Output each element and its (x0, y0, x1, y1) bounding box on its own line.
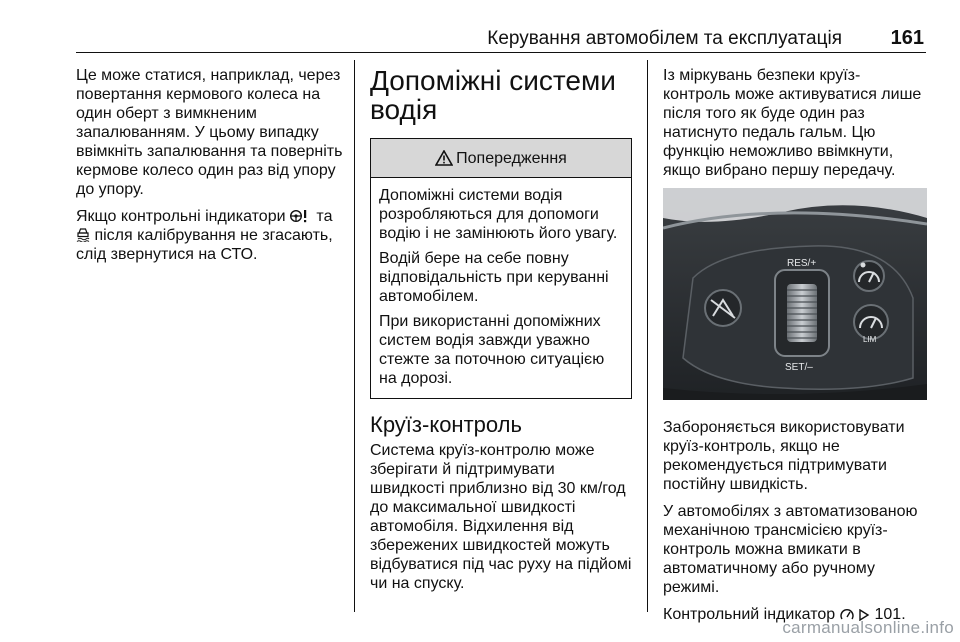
warning-header (371, 139, 631, 178)
paragraph: Із міркувань безпеки круїз-контроль може активуватися лише після того як буде один раз натиснуто педаль гальм. Цю функцію неможливо ввімкнути, якщо вибрано першу передачу. (663, 67, 922, 179)
paragraph: Забороняється використовувати круїз-контроль, якщо не рекомендується підтримувати постійну швидкість. (663, 419, 905, 493)
warning-paragraph: Водій бере на себе повну відповідальність при керуванні автомобілем. (379, 250, 609, 305)
page-number: 161 (890, 27, 924, 49)
paragraph (76, 207, 346, 264)
paragraph: Система круїз-контролю може зберігати й підтримувати швидкості приблизно від 30 км/год до максимальної швидкості автомобіля. Відхилення від збережених швидкостей можуть відбуватися під час руху на підйомі чи на спуску. (370, 442, 632, 592)
electronic-stability-icon (76, 227, 90, 242)
lim-label: LIM (863, 335, 877, 344)
header-title: Керування автомобілем та експлуатація (487, 28, 842, 49)
text-span: Контрольний індикатор (663, 606, 840, 623)
subsection-heading: Круїз-контроль (370, 412, 522, 437)
res-label: RES/+ (787, 258, 817, 269)
warning-box (370, 138, 632, 399)
set-label: SET/– (785, 362, 813, 373)
page-header (76, 24, 926, 53)
warning-paragraph: Допоміжні системи водія розробляються для допомоги водію і не замінюють його увагу. (379, 187, 618, 242)
text-span: 101. (870, 606, 906, 623)
warning-triangle-icon (435, 150, 453, 166)
paragraph: Це може статися, наприклад, через повертання кермового колеса на один оберт з вимкненим запалюванням. У цьому випадку ввімкніть запалювання та поверніть кермове колесо один раз від упору до упору. (76, 67, 343, 198)
cruise-control-photo (663, 188, 927, 400)
text-span: Якщо контрольні індикатори (76, 208, 290, 225)
warning-title: Попередження (456, 149, 567, 167)
column-right (663, 66, 927, 632)
warning-paragraph: При використанні допоміжних систем водія завжди уважно стежте за поточною ситуацією на дорозі. (379, 313, 605, 387)
text-span: та (311, 208, 333, 225)
section-heading: Допоміжні системи водія (370, 65, 616, 125)
warning-body (371, 178, 631, 398)
paragraph: У автомобілях з автоматизованою механічною трансмісією круїз-контроль можна вмикати в автоматичному або ручному режимі. (663, 503, 918, 596)
steering-warning-icon (290, 209, 312, 223)
watermark: carmanualsonline.info (782, 618, 954, 637)
text-span: після калібрування не згасають, слід звернутися на СТО. (76, 227, 333, 263)
column-middle (370, 66, 632, 601)
column-divider (354, 60, 355, 612)
column-left (76, 66, 346, 272)
steering-wheel-controls-illustration (663, 188, 927, 400)
column-divider (647, 60, 648, 612)
